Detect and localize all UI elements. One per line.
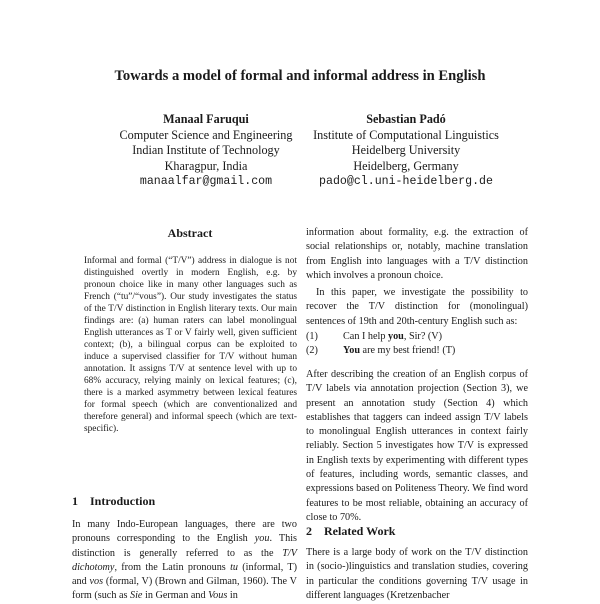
example-2 (306, 344, 526, 358)
text-run: in German and (142, 590, 209, 602)
author-name: Manaal Faruqui (163, 112, 249, 126)
text-run: , Sir? (V) (403, 331, 443, 342)
paragraph: There is a large body of work on the T/V distinction in (socio-)linguistics and translation studies, covering in particular the conditions governing T/V usage in different languages (Kretzenbacher (306, 547, 528, 601)
abstract-heading: Abstract (167, 226, 213, 240)
author-block-2 (296, 112, 516, 190)
text-run: . This distinction is generally referred to as the (72, 533, 297, 559)
author-affiliation-line: Heidelberg, Germany (353, 158, 459, 173)
related-work-paragraph (306, 546, 528, 603)
text-run: vos (89, 576, 104, 588)
author-affiliation-line: Computer Science and Engineering (119, 127, 293, 142)
text-run: in (227, 590, 238, 602)
author-block-1 (96, 112, 316, 190)
paper-title: Towards a model of formal and informal address in English (114, 68, 486, 84)
text-run: T/V dichotomy (72, 547, 297, 573)
text-run: Can I help (343, 331, 388, 342)
text-run: you (387, 331, 404, 342)
text-run: (informal, T) and (72, 561, 298, 588)
section-number: 1 (72, 494, 78, 508)
text-run: You (343, 345, 360, 356)
introduction-paragraph (72, 518, 297, 604)
text-run: , from the Latin pronouns (114, 561, 231, 573)
right-column-middle (306, 368, 528, 525)
section-heading-related-work (306, 524, 395, 539)
author-affiliation-line: Kharagpur, India (164, 158, 248, 173)
section-title: Introduction (90, 494, 156, 508)
text-run: Vous (208, 590, 228, 602)
text-run: you (254, 533, 270, 545)
section-heading-introduction (72, 494, 155, 509)
author-affiliation-line: Heidelberg University (351, 143, 461, 157)
text-run: (formal, V) (Brown and Gilman, 1960). The V form (such as (72, 576, 297, 602)
text-run: In many Indo-European languages, there are two pronouns corresponding to the English (72, 519, 297, 545)
example-number: (2) (306, 345, 318, 356)
section-title: Related Work (324, 524, 396, 538)
author-name: Sebastian Padó (366, 112, 446, 126)
abstract-text: Informal and formal (“T/V”) address in dialogue is not distinguished overtly in modern English, e.g. by pronoun choice like in many other languages such as French (“tu”/“vous”). Our study investigates the status of the T/V distinction in English literary texts. Our main findings are: (a) human raters can label monolingual English utterances as T or V fairly well, given sufficient context; (b), a bilingual corpus can be exploited to induce a supervised classifier for T/V without human annotation. It assigns T/V at sentence level with up to 68% accuracy, relying mainly on lexical features; (c), there is a marked asymmetry between lexical features for formal speech (which are conventionalized and therefore general) and informal speech (which are text-specific). (84, 256, 297, 434)
author-email: manaalfar@gmail.com (139, 175, 273, 188)
text-run: tu (230, 561, 238, 573)
text-run: are my best friend! (T) (360, 345, 456, 356)
right-column-top (306, 226, 528, 329)
author-email: pado@cl.uni-heidelberg.de (319, 175, 493, 188)
paragraph: information about formality, e.g. the extraction of social relationships or, notably, machine translation from English into languages with a T/V distinction which involves a pronoun choice. (306, 227, 528, 281)
example-1 (306, 330, 526, 344)
paragraph: After describing the creation of an English corpus of T/V labels via annotation projection (Section 3), we present an annotation study (Section 4) which establishes that taggers can indeed assign T/V labels to monolingual English utterances in context fairly reliably. Section 5 investigates how T/V is expressed in English texts by experimenting with different types of features, including words, semantic classes, and expressions based on Politeness Theory. We find word features to be most reliable, obtaining an accuracy of close to 70%. (306, 369, 528, 523)
paragraph: In this paper, we investigate the possibility to recover the T/V distinction for (monolingual) sentences of 19th and 20th-century English such as: (306, 287, 528, 327)
text-run: Sie (130, 590, 143, 602)
section-number: 2 (306, 524, 312, 538)
author-affiliation-line: Indian Institute of Technology (132, 143, 280, 157)
author-affiliation-line: Institute of Computational Linguistics (313, 127, 499, 142)
example-number: (1) (306, 331, 318, 342)
